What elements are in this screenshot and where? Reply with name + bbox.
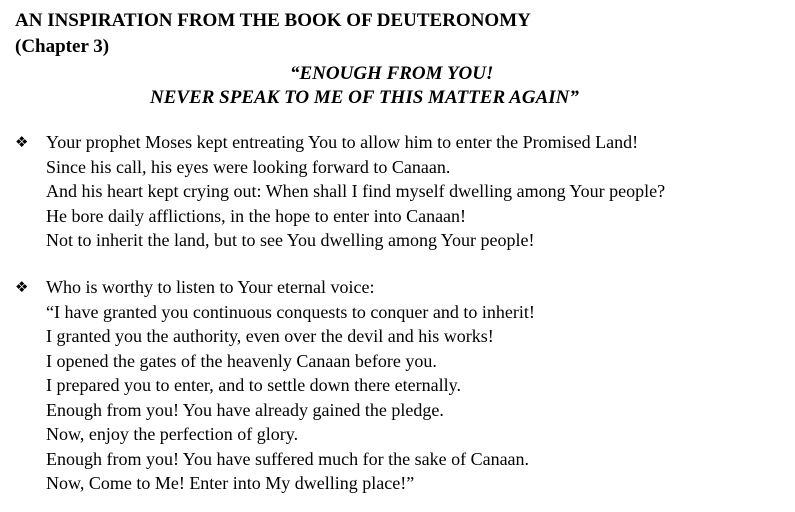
- diamond-bullet-icon: ❖: [15, 278, 29, 296]
- text-line: And his heart kept crying out: When shall I find myself dwelling among Your people?: [46, 181, 666, 201]
- text-line: Now, Come to Me! Enter into My dwelling place!”: [46, 473, 415, 493]
- text-line: Since his call, his eyes were looking forward to Canaan.: [46, 156, 451, 177]
- diamond-bullet-icon: ❖: [15, 133, 29, 151]
- subtitle-line-1: “ENOUGH FROM YOU!: [290, 63, 494, 84]
- text-line: Who is worthy to listen to Your eternal voice:: [46, 277, 375, 297]
- text-line: Not to inherit the land, but to see You dwelling among Your people!: [46, 230, 535, 250]
- paragraph-2-lines: [46, 275, 535, 496]
- text-line: I prepared you to enter, and to settle down there eternally.: [46, 375, 461, 395]
- subtitle-line-2: NEVER SPEAK TO ME OF THIS MATTER AGAIN”: [150, 87, 579, 108]
- text-line: He bore daily afflictions, in the hope to enter into Canaan!: [46, 205, 467, 226]
- text-line: I opened the gates of the heavenly Canaan before you.: [46, 350, 437, 371]
- text-line: “I have granted you continuous conquests to conquer and to inherit!: [46, 301, 535, 322]
- text-line: Enough from you! You have suffered much for the sake of Canaan.: [46, 448, 530, 469]
- text-line: Your prophet Moses kept entreating You to allow him to enter the Promised Land!: [46, 132, 639, 152]
- text-line: Now, enjoy the perfection of glory.: [46, 424, 299, 444]
- chapter-label: (Chapter 3): [15, 36, 110, 57]
- text-line: Enough from you! You have already gained the pledge.: [46, 399, 444, 420]
- paragraph-1-lines: [46, 130, 665, 253]
- document-heading: AN INSPIRATION FROM THE BOOK OF DEUTERONOMY: [15, 10, 531, 31]
- text-line: I granted you the authority, even over the devil and his works!: [46, 326, 494, 346]
